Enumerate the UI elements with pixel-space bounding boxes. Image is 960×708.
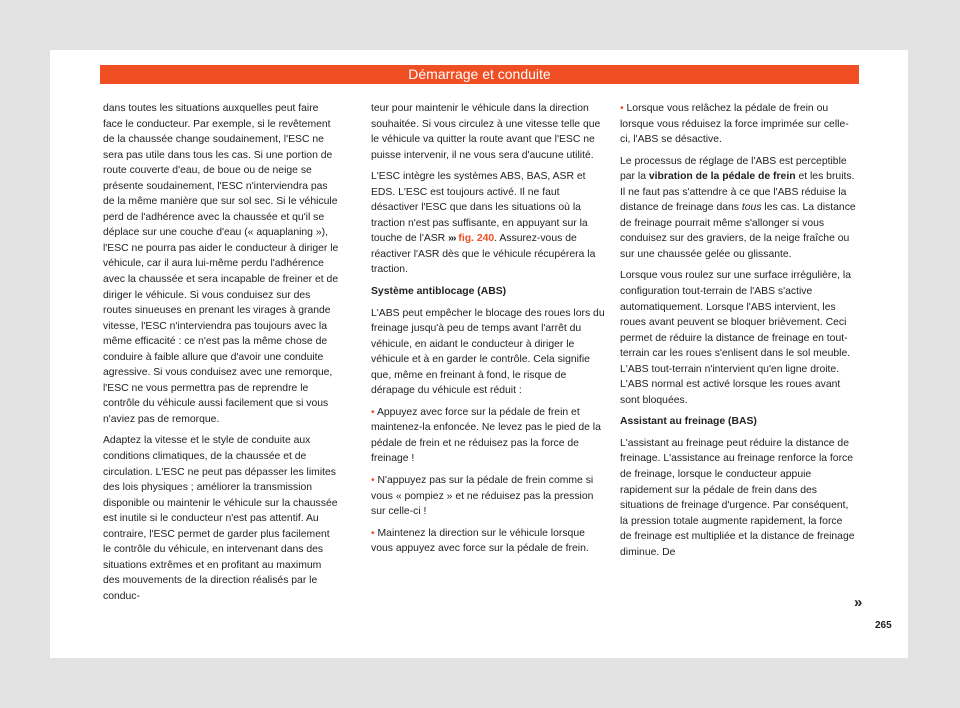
document-page <box>50 50 908 658</box>
subheading-abs: Système antiblocage (ABS) <box>371 286 507 298</box>
page-number: 265 <box>875 620 892 631</box>
bullet-icon: • <box>620 103 624 114</box>
text-column-2 <box>371 101 607 563</box>
bullet-item <box>620 101 856 148</box>
paragraph: teur pour maintenir le véhicule dans la direction souhaitée. Si vous circulez à une vitesse telle que le véhicule va quitter la route avant que l'ESC ne puisse intervenir, il ne vous sera d'aucune utilité. <box>371 103 601 161</box>
text-column-1 <box>103 101 339 611</box>
text-run: les cas. La distance de freinage pourrait même s'allonger si vous conduisez sur des graviers, de la neige fraîche ou sur une chaussée gelée ou glissante. <box>620 202 856 260</box>
paragraph: Adaptez la vitesse et le style de conduite aux conditions climatiques, de la chaussée et de circulation. L'ESC ne peut pas dépasser les limites des lois physiques ; améliorer la transmission disponible ou maintenir le véhicule sur la chaussée est inutile si le conducteur n'est pas attentif. Au contraire, l'ESC permet de garder plus facilement le contrôle du véhicule, en intervenant dans des situations extrêmes et en profitant au maximum des mouvements de la direction réalisés par le conduc- <box>103 435 338 602</box>
bullet-text: Appuyez avec force sur la pédale de frein et maintenez-la enfoncée. Ne levez pas le pied de la pédale de frein et ne réduisez pas la force de freinage ! <box>371 406 601 465</box>
bullet-item <box>371 526 607 557</box>
paragraph: dans toutes les situations auxquelles peut faire face le conducteur. Par exemple, si le revêtement de la chaussée change soudainement, l'ESC ne sera pas utile dans tous les cas. Si une portion de route couverte d'eau, de boue ou de neige se présente soudainement, l'ESC n'interviendra pas de la même manière que sur sol sec. Si le véhicule perd de l'adhérence avec la chaussée et qu'il se déplace sur une couche d'eau (« aquaplaning »), l'ESC ne pourra pas aider le conducteur à diriger le véhicule, car il aura lui-même perdu l'adhérence avec la chaussée et sera incapable de freiner et de diriger le véhicule. Si vous conduisez sur des routes sinueuses en prenant les virages à grande vitesse, l'ESC n'interviendra pas toujours avec la même efficacité : ce n'est pas la même chose de conduire à faible allure que d'avoir une conduite agressive. Si vous conduisez avec une remorque, l'ESC ne vous permettra pas de reprendre le contrôle du véhicule aussi facilement que si vous n'aviez pas de remorque. <box>103 103 339 425</box>
subheading-bas: Assistant au freinage (BAS) <box>620 416 757 428</box>
bullet-item <box>371 473 607 520</box>
text-run: L'ESC intègre les systèmes ABS, BAS, ASR et EDS. L'ESC est toujours activé. Il ne faut désactiver l'ESC que dans les situations où la traction n'est pas suffisante, en appuyant sur la touche de l'ASR <box>371 171 588 245</box>
section-header: Démarrage et conduite <box>100 65 859 84</box>
reference-arrow-icon: ››› <box>448 233 456 245</box>
paragraph <box>371 169 607 278</box>
text-run: Le processus de réglage de l'ABS est perceptible par la <box>620 155 847 183</box>
text-run: et les bruits. Il ne faut pas s'attendre à ce que l'ABS réduise la distance de freinage dans <box>620 171 855 214</box>
bullet-icon: • <box>371 475 375 487</box>
bullet-text: Maintenez la direction sur le véhicule lorsque vous appuyez avec force sur la pédale de frein. <box>371 527 589 555</box>
bullet-item <box>371 405 607 467</box>
text-column-3 <box>620 101 856 566</box>
paragraph: Lorsque vous roulez sur une surface irrégulière, la configuration tout-terrain de l'ABS s'active automatiquement. Lorsque l'ABS intervient, les roues avant peuvent se bloquer brièvement. Ceci permet de réduire la distance de freinage en tout-terrain car les roues s'enlisent dans le sol meuble. L'ABS tout-terrain n'intervient qu'en ligne droite. L'ABS normal est activé lorsque les roues avant sont bloquées. <box>620 270 852 406</box>
bullet-icon: • <box>371 406 375 418</box>
paragraph: L'assistant au freinage peut réduire la distance de freinage. L'assistance au freinage renforce la force de freinage, lorsque le conducteur appuie rapidement sur la pédale de frein dans des situations de freinage d'urgence. Par conséquent, la pression totale augmente rapidement, la force de freinage est multipliée et la distance de freinage diminue. De <box>620 437 855 558</box>
bold-text: vibration de la pédale de frein <box>648 171 796 183</box>
text-run: . Assurez-vous de réactiver l'ASR dès que le véhicule récupérera la traction. <box>371 233 596 276</box>
bullet-text: N'appuyez pas sur la pédale de frein comme si vous « pompiez » et ne réduisez pas la pression sur celle-ci ! <box>371 475 594 518</box>
bullet-text: Lorsque vous relâchez la pédale de frein ou lorsque vous réduisez la force imprimée sur celle-ci, l'ABS se désactive. <box>620 103 849 146</box>
bullet-icon: • <box>371 527 375 539</box>
italic-text: tous <box>741 202 762 214</box>
continue-arrow-icon: » <box>854 594 863 611</box>
paragraph <box>620 154 856 263</box>
figure-link[interactable]: fig. 240 <box>458 233 495 245</box>
paragraph: L'ABS peut empêcher le blocage des roues lors du freinage jusqu'à peu de temps avant l'arrêt du véhicule, en aidant le conducteur à diriger le véhicule et à en garder le contrôle. Cela signifie que, même en freinant à fond, le risque de dérapage du véhicule est réduit : <box>371 307 605 397</box>
